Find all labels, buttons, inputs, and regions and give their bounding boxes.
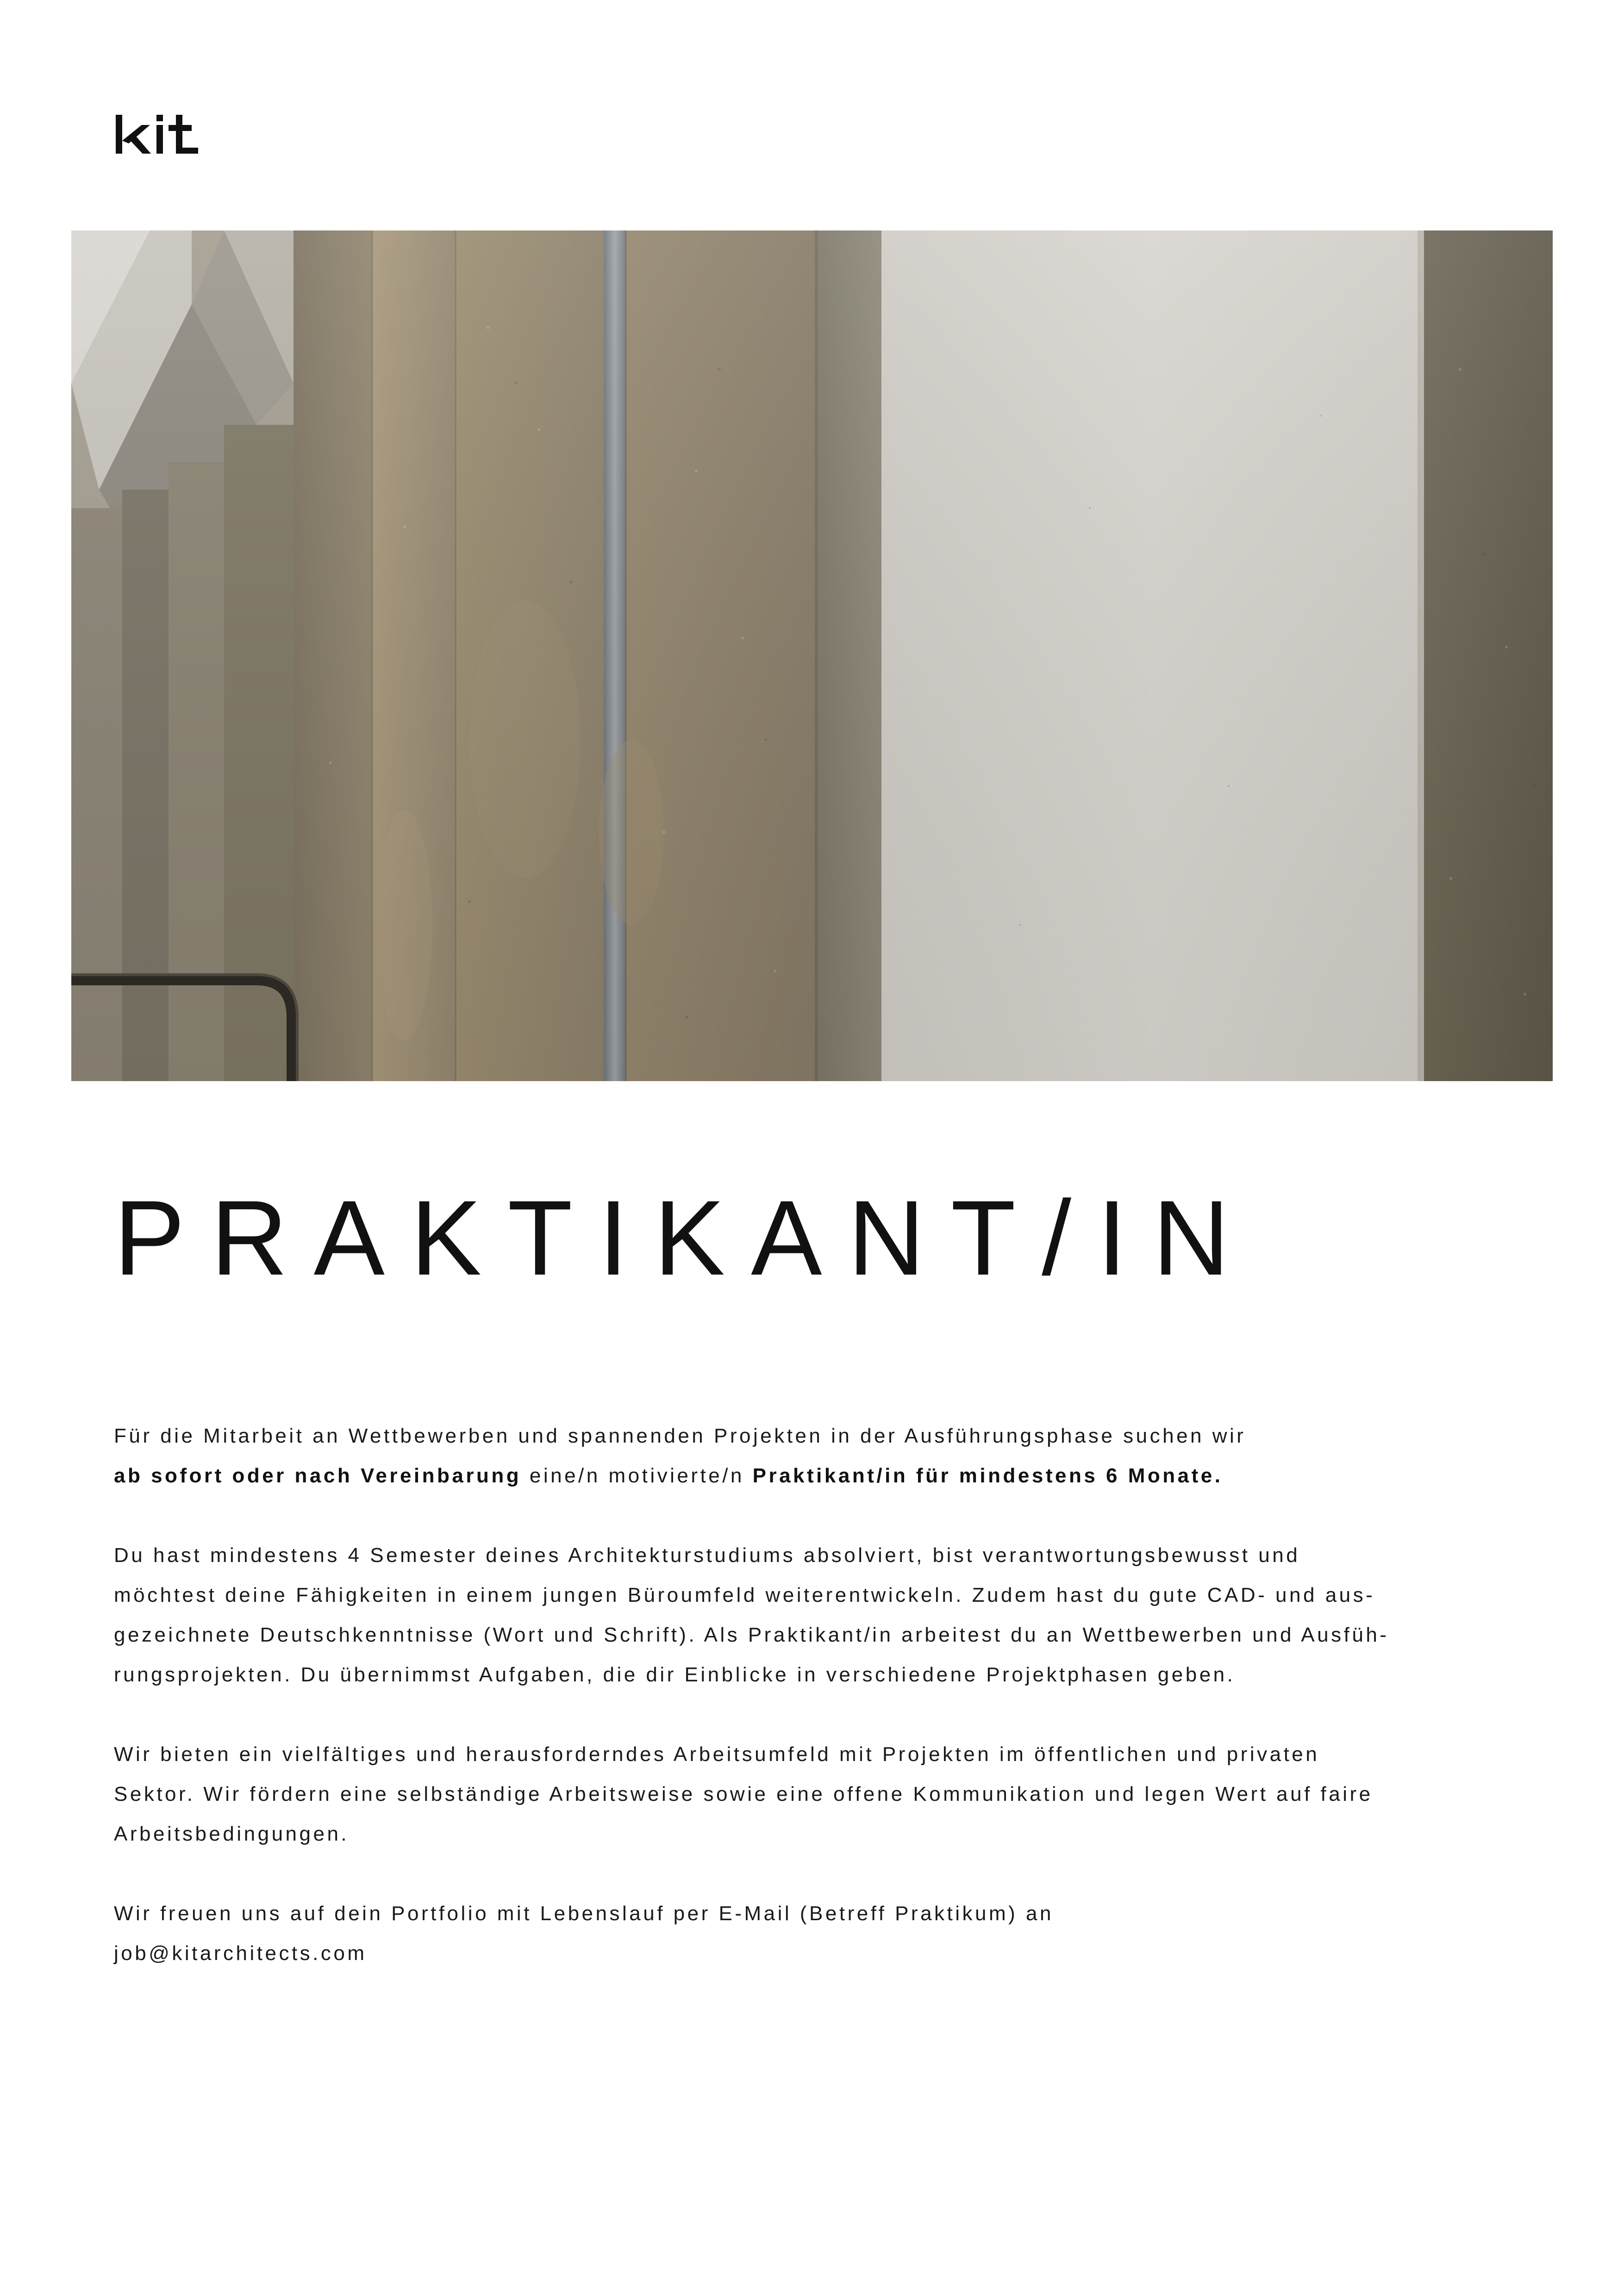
requirements-line-1: Du hast mindestens 4 Semester deines Architekturstudiums absolviert, bist verantwortungsbewusst und <box>114 1544 1300 1567</box>
requirements-line-4: rungsprojekten. Du übernimmst Aufgaben, die dir Einblicke in verschiedene Projektphasen geben. <box>114 1663 1236 1686</box>
kit-logo-mark <box>114 111 206 157</box>
page-title: PRAKTIKANT/IN <box>114 1178 1256 1297</box>
intro-line-1: Für die Mitarbeit an Wettbewerben und spannenden Projekten in der Ausführungsphase suchen wir <box>114 1425 1246 1447</box>
kit-logo <box>114 111 206 157</box>
position-emphasis: Praktikant/in für mindestens 6 Monate. <box>752 1464 1223 1487</box>
intro-paragraph <box>114 1416 1503 1496</box>
requirements-line-3: gezeichnete Deutschkenntnisse (Wort und Schrift). Als Praktikant/in arbeitest du an Wettbewerben und Ausfüh- <box>114 1624 1389 1646</box>
contact-line-1: Wir freuen uns auf dein Portfolio mit Lebenslauf per E-Mail (Betreff Praktikum) an <box>114 1902 1054 1925</box>
offer-line-3: Arbeitsbedingungen. <box>114 1823 350 1845</box>
intro-line-2 <box>114 1456 1503 1496</box>
hero-image <box>71 230 1553 1081</box>
contact-email[interactable]: job@kitarchitects.com <box>114 1942 367 1965</box>
requirements-line-2: möchtest deine Fähigkeiten in einem jungen Büroumfeld weiterentwickeln. Zudem hast du gute CAD- und aus- <box>114 1584 1375 1606</box>
start-date-emphasis: ab sofort oder nach Vereinbarung <box>114 1464 522 1487</box>
offer-paragraph <box>114 1735 1503 1854</box>
offer-line-1: Wir bieten ein vielfältiges und herausforderndes Arbeitsumfeld mit Projekten im öffentlichen und privaten <box>114 1743 1320 1766</box>
concrete-facade-illustration <box>71 230 1553 1081</box>
contact-paragraph <box>114 1894 1503 1973</box>
requirements-paragraph <box>114 1536 1503 1695</box>
offer-line-2: Sektor. Wir fördern eine selbständige Arbeitsweise sowie eine offene Kommunikation und legen Wert auf faire <box>114 1783 1373 1805</box>
intro-connector: eine/n motivierte/n <box>521 1464 753 1487</box>
body-text <box>114 1416 1503 2013</box>
